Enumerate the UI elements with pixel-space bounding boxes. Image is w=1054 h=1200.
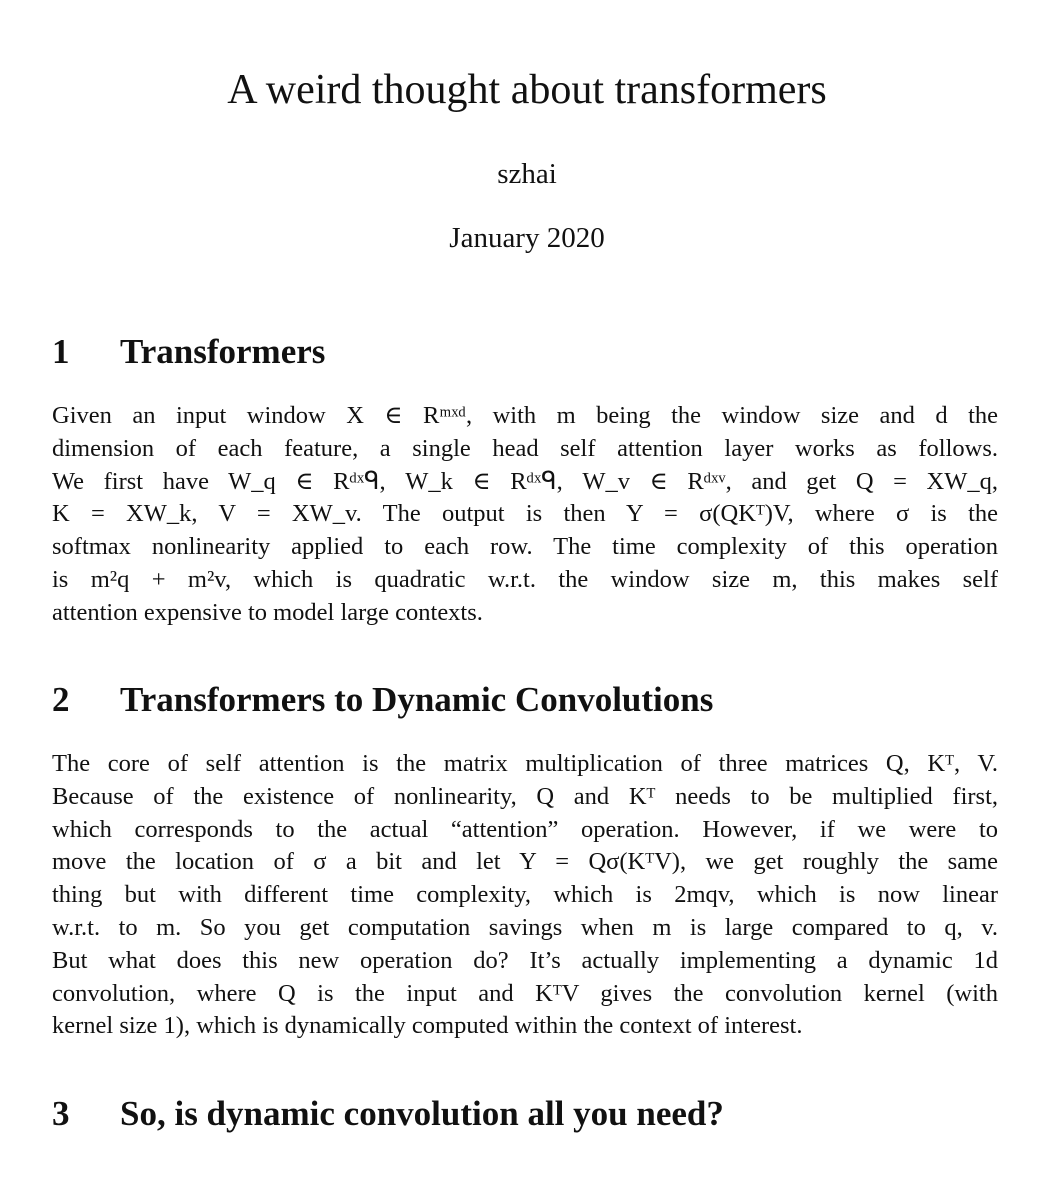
paragraph-line: which corresponds to the actual “attention” operation. However, if we were to xyxy=(52,815,998,843)
section-number: 1 xyxy=(52,332,70,371)
section-number: 2 xyxy=(52,680,70,719)
paragraph-line: kernel size 1), which is dynamically computed within the context of interest. xyxy=(52,1012,803,1040)
paper-title: A weird thought about transformers xyxy=(227,67,827,113)
section-title: So, is dynamic convolution all you need? xyxy=(120,1094,724,1133)
author-name: szhai xyxy=(497,158,557,190)
paragraph-line: Given an input window X ∈ Rᵐˣᵈ, with m being the window size and d the xyxy=(52,402,998,429)
paragraph-line: Because of the existence of nonlinearity, Q and Kᵀ needs to be multiplied first, xyxy=(52,782,998,810)
section-title: Transformers xyxy=(120,332,326,371)
paragraph-line: But what does this new operation do? It’s actually implementing a dynamic 1d xyxy=(52,946,998,974)
paragraph-line: The core of self attention is the matrix multiplication of three matrices Q, Kᵀ, V. xyxy=(52,750,998,777)
section-3-heading xyxy=(52,1092,1012,1136)
paragraph-line: softmax nonlinearity applied to each row. The time complexity of this operation xyxy=(52,533,998,561)
section-2-heading xyxy=(52,678,1012,722)
paragraph-line: We first have W_q ∈ Rᵈˣᑫ, W_k ∈ Rᵈˣᑫ, W_v ∈ Rᵈˣᵛ, and get Q = XW_q, xyxy=(52,467,998,495)
paragraph-line: w.r.t. to m. So you get computation savings when m is large compared to q, v. xyxy=(52,913,998,941)
paragraph-line: attention expensive to model large contexts. xyxy=(52,598,483,626)
paragraph-line: dimension of each feature, a single head self attention layer works as follows. xyxy=(52,434,998,462)
paragraph-line: K = XW_k, V = XW_v. The output is then Y = σ(QKᵀ)V, where σ is the xyxy=(52,500,998,528)
paragraph-line: move the location of σ a bit and let Y = Qσ(KᵀV), we get roughly the same xyxy=(52,848,998,876)
paragraph-line: thing but with different time complexity, which is 2mqv, which is now linear xyxy=(52,881,998,909)
paper-date: January 2020 xyxy=(449,222,605,254)
paragraph-line: is m²q + m²v, which is quadratic w.r.t. the window size m, this makes self xyxy=(52,565,998,593)
section-title: Transformers to Dynamic Convolutions xyxy=(120,680,714,719)
section-number: 3 xyxy=(52,1094,70,1133)
paragraph-line: convolution, where Q is the input and KᵀV gives the convolution kernel (with xyxy=(52,979,998,1007)
section-1-heading xyxy=(52,330,1012,374)
section-2-paragraph xyxy=(52,748,998,1043)
section-1-paragraph xyxy=(52,400,998,630)
